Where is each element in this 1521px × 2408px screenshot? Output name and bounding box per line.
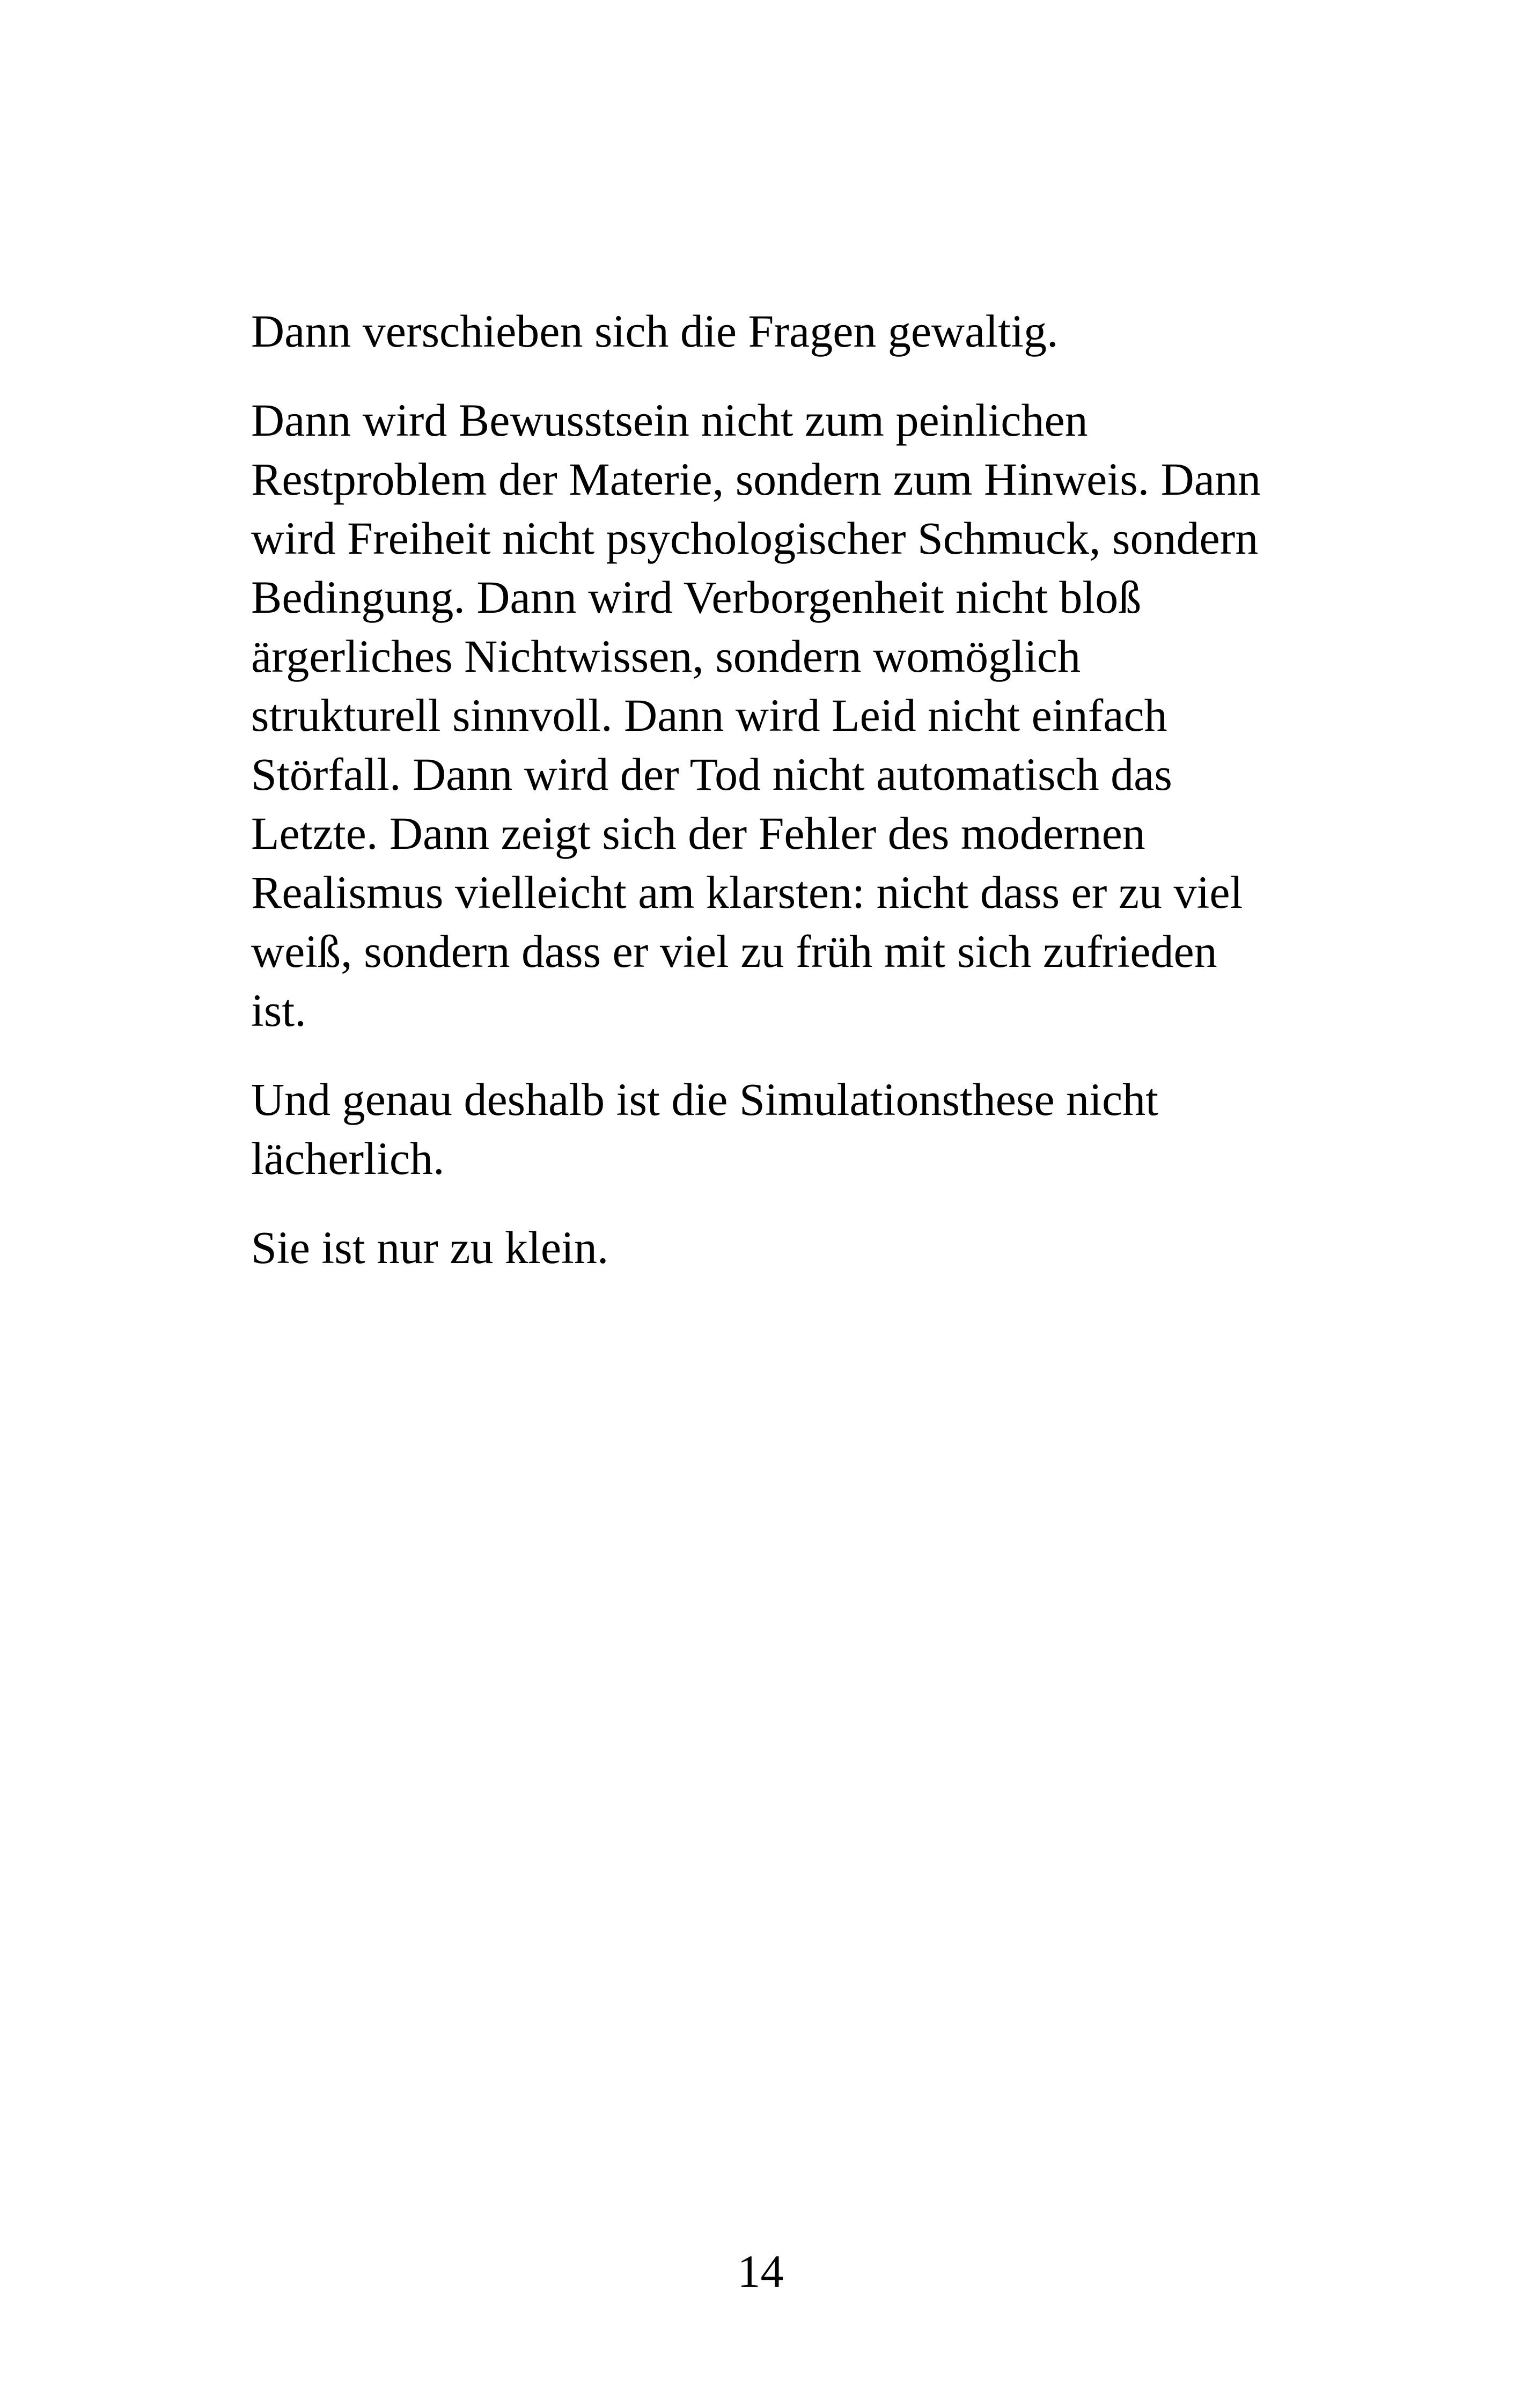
text-line: lächerlich. [251, 1133, 445, 1184]
text-line: Dann verschieben sich die Fragen gewaltig. [251, 305, 1059, 357]
text-line: Sie ist nur zu klein. [251, 1222, 609, 1273]
body-text [251, 302, 1270, 1307]
text-line: wird Freiheit nicht psychologischer Schmuck, sondern [251, 512, 1259, 564]
text-line: Bedingung. Dann wird Verborgenheit nicht bloß [251, 571, 1142, 623]
page-number: 14 [737, 2245, 784, 2297]
text-line: Letzte. Dann zeigt sich der Fehler des modernen [251, 807, 1145, 859]
text-line: ärgerliches Nichtwissen, sondern womöglich [251, 630, 1081, 682]
paragraph-4 [251, 1218, 1270, 1277]
text-line: strukturell sinnvoll. Dann wird Leid nicht einfach [251, 689, 1167, 741]
text-line: weiß, sondern dass er viel zu früh mit sich zufrieden [251, 926, 1217, 977]
paragraph-2 [251, 391, 1270, 1040]
text-line: Störfall. Dann wird der Tod nicht automatisch das [251, 748, 1172, 800]
text-line: Dann wird Bewusstsein nicht zum peinlichen [251, 394, 1088, 446]
text-line: Restproblem der Materie, sondern zum Hinweis. Dann [251, 453, 1261, 505]
paragraph-3 [251, 1070, 1270, 1188]
text-line: ist. [251, 985, 306, 1036]
text-line: Realismus vielleicht am klarsten: nicht dass er zu viel [251, 867, 1243, 918]
paragraph-1 [251, 302, 1270, 361]
text-line: Und genau deshalb ist die Simulationsthese nicht [251, 1074, 1159, 1125]
